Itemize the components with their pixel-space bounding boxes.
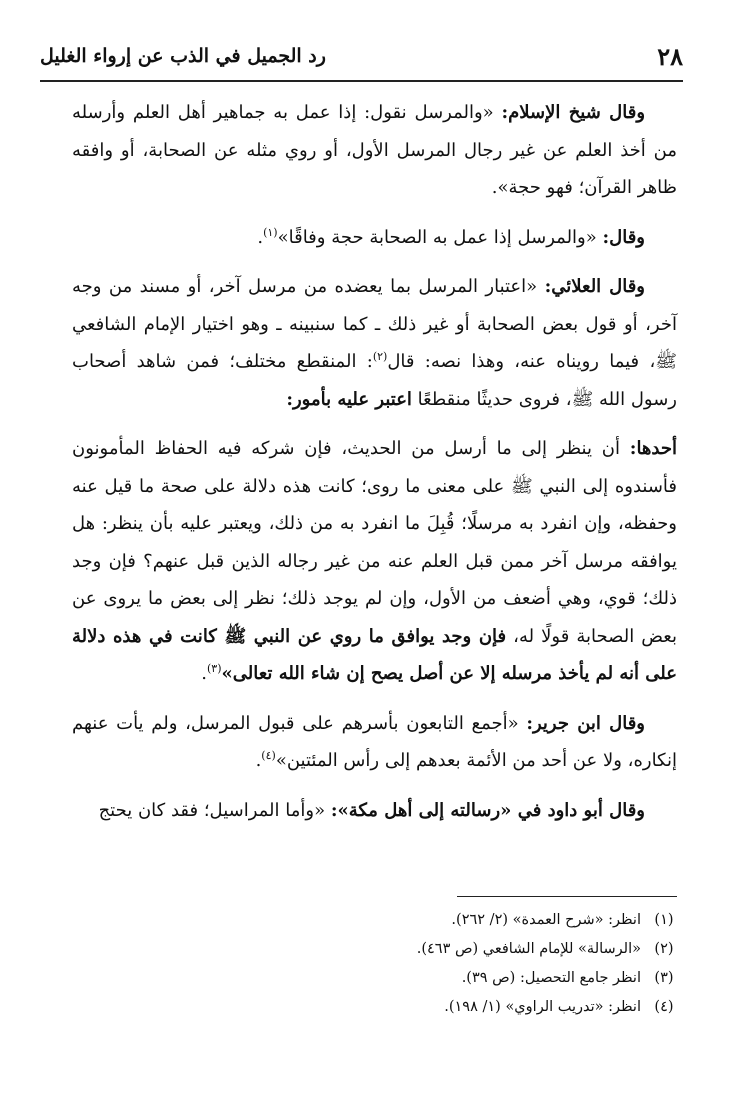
main-text bbox=[72, 94, 677, 841]
quote-text-continued: : المنقطع مختلف؛ فمن شاهد أصحاب رسول الله ﷺ، فروى حديثًا منقطعًا bbox=[72, 351, 677, 410]
running-title: رد الجميل في الذب عن إرواء الغليل bbox=[40, 45, 326, 67]
footnote-ref[interactable]: (٣) bbox=[207, 662, 222, 675]
bold-phrase: فإن وجد يوافق ما روي عن النبي ﷺ كانت في هذه دلالة على أنه لم يأخذ مرسله إلا عن أصل يصح إن شاء الله تعالى» bbox=[72, 625, 677, 684]
quote-tail: . bbox=[257, 226, 264, 248]
footnote-ref[interactable]: (١) bbox=[263, 225, 278, 239]
footnote-ref[interactable]: (٤) bbox=[261, 749, 276, 762]
paragraph-wa-qal bbox=[72, 219, 677, 257]
speaker-label: وقال شيخ الإسلام: bbox=[501, 102, 646, 123]
speaker-label: وقال: bbox=[602, 226, 645, 248]
footnote-text: «الرسالة» للإمام الشافعي (ص ٤٦٣). bbox=[416, 941, 641, 957]
quote-text: «اعتبار المرسل بما يعضده من مرسل آخر، أو مسند من وجه آخر، أو قول بعض الصحابة أو غير ذلك ـ كما سنبينه ـ وهو اختيار الإمام الشافعي ﷺ، فيما رويناه عنه، وهذا نصه: قال bbox=[72, 276, 677, 372]
quote-text: «وأما المراسيل؛ فقد كان يحتج bbox=[98, 799, 331, 821]
footnote-text: انظر: «تدريب الراوي» (١/ ١٩٨). bbox=[444, 999, 641, 1015]
quote-tail: . bbox=[201, 663, 207, 684]
bold-phrase: اعتبر عليه بأمور: bbox=[286, 388, 412, 410]
paragraph-alalai bbox=[72, 268, 677, 418]
footnotes bbox=[72, 906, 677, 1022]
speaker-label: وقال أبو داود في «رسالته إلى أهل مكة»: bbox=[330, 799, 645, 821]
paragraph-abu-dawud bbox=[72, 792, 677, 830]
page-header bbox=[40, 38, 683, 74]
footnote-ref[interactable]: (٢) bbox=[372, 350, 388, 363]
footnote-rule bbox=[457, 896, 677, 897]
footnote-number: (٣) bbox=[654, 970, 674, 986]
speaker-label: أحدها: bbox=[629, 438, 677, 459]
speaker-label: وقال العلائي: bbox=[544, 276, 645, 297]
footnote-item bbox=[72, 906, 677, 935]
footnote-item bbox=[72, 964, 677, 993]
footnote-text: انظر: «شرح العمدة» (٢/ ٢٦٢). bbox=[451, 912, 641, 928]
footnote-number: (٤) bbox=[654, 999, 674, 1015]
paragraph-ibn-jarir bbox=[72, 705, 677, 780]
footnote-item bbox=[72, 993, 677, 1022]
quote-text: «والمرسل نقول: إذا عمل به جماهير أهل العلم وأرسله من أخذ العلم عن غير رجال المرسل الأول، أو روي مثله عن الصحابة، أو وافقه ظاهر القرآن؛ فهو حجة». bbox=[72, 102, 677, 198]
page-number: ٢٨ bbox=[657, 41, 683, 71]
quote-tail: . bbox=[255, 750, 262, 771]
footnote-text: انظر جامع التحصيل: (ص ٣٩). bbox=[461, 970, 641, 986]
quote-text: «والمرسل إذا عمل به الصحابة حجة وفاقًا» bbox=[277, 226, 603, 248]
footnote-number: (١) bbox=[654, 912, 674, 928]
footnote-item bbox=[72, 935, 677, 964]
quote-text: أن ينظر إلى ما أرسل من الحديث، فإن شركه فيه الحفاظ المأمونون فأسندوه إلى النبي ﷺ على معنى ما روى؛ كانت هذه دلالة على صحة ما قيل عنه وحفظه، وإن انفرد به مرسلًا؛ قُبِلَ ما انفرد به من ذلك، ويعتبر عليه بأن ينظر: هل يوافقه مرسل آخر ممن قبل العلم عنه من غير رجاله الذين قبل عنهم؟ فإن وجد ذلك؛ قوي، وهي أضعف من الأول، وإن لم يوجد ذلك؛ نظر إلى بعض ما يروى عن بعض الصحابة قولًا له، bbox=[72, 438, 677, 647]
speaker-label: وقال ابن جرير: bbox=[526, 712, 645, 734]
paragraph-shaykh-al-islam bbox=[72, 94, 677, 207]
quote-text: «أجمع التابعون بأسرهم على قبول المرسل، ولم يأت عنهم إنكاره، ولا عن أحد من الأئمة بعدهم إلى رأس المئتين» bbox=[72, 712, 677, 771]
footnote-number: (٢) bbox=[654, 941, 674, 957]
header-rule bbox=[40, 80, 683, 82]
paragraph-ahaduha bbox=[72, 430, 677, 693]
